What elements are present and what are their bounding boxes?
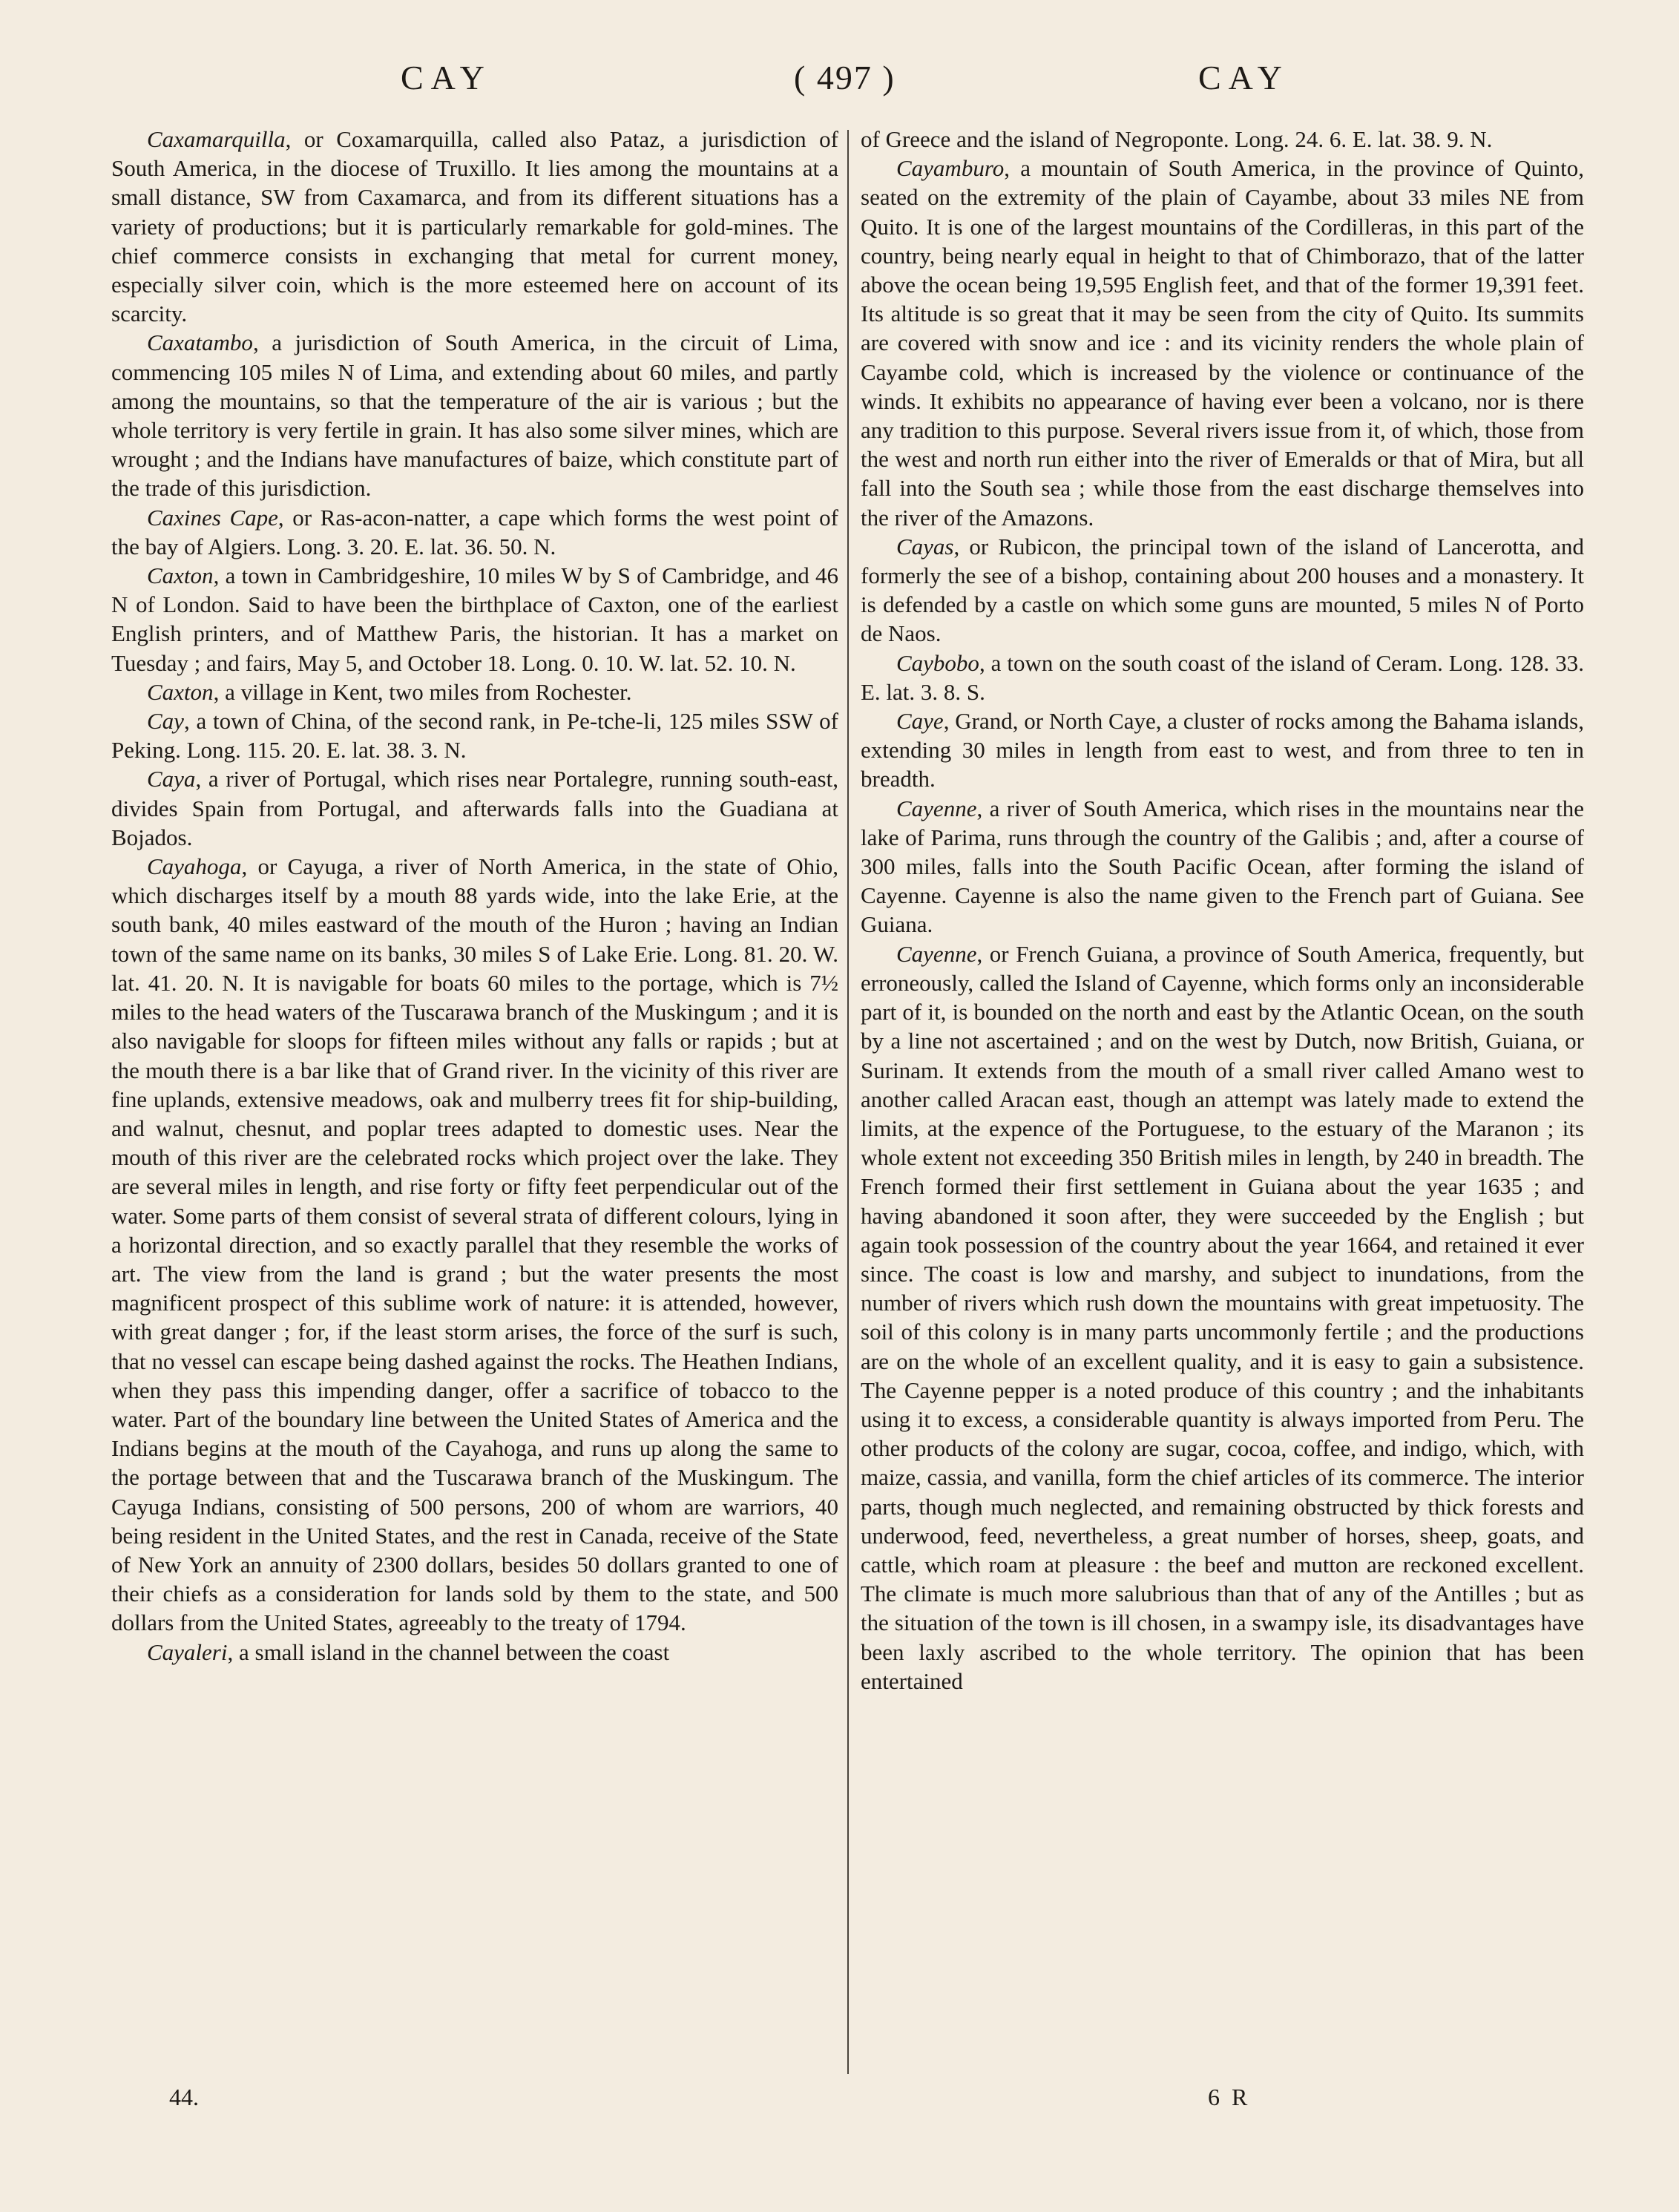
entry-text: , or Ras-acon-natter, a cape which forms the west point of the bay of Algiers. Long. 3. 20. E. lat. 36. 50. N. (111, 504, 838, 559)
entry-text: , a town in Cambridgeshire, 10 miles W by S of Cambridge, and 46 N of London. Said to have been the birthplace of Caxton, one of the earliest English printers, and of Matthew Paris, the historian. It has a market on Tuesday ; and fairs, May 5, and October 18. Long. 0. 10. W. lat. 52. 10. N. (111, 562, 838, 676)
entry-headword: Caxton (147, 562, 214, 589)
entry-text: , or Cayuga, a river of North America, in the state of Ohio, which discharges itself by a mouth 88 yards wide, into the lake Erie, at the south bank, 40 miles eastward of the mouth of the Huron ; having an Indian town of the same name on its banks, 30 miles S of Lake Erie. Long. 81. 20. W. lat. 41. 20. N. It is navigable for boats 60 miles to the portage, which is 7½ miles to the head waters of the Tuscarawa branch of the Muskingum ; and it is also navigable for sloops for fifteen miles without any falls or rapids ; but at the mouth there is a bar like that of Grand river. In the vicinity of this river are fine uplands, extensive meadows, oak and mulberry trees fit for ship-building, and walnut, chesnut, and poplar trees adapted to domestic uses. Near the mouth of this river are the celebrated rocks which project over the lake. They are several miles in length, and rise forty or fifty feet perpendicular out of the water. Some parts of them consist of several strata of different colours, lying in a horizontal direction, and so exactly parallel that they resemble the works of art. The view from the land is grand ; but the water presents the most magnificent prospect of this sublime work of nature: it is attended, however, with great danger ; for, if the least storm arises, the force of the surf is such, that no vessel can escape being dashed against the rocks. The Heathen Indians, when they pass this impending danger, offer a sacrifice of tobacco to the water. Part of the boundary line between the United States of America and the Indians begins at the mouth of the Cayahoga, and runs up along the same to the portage between that and the Tuscarawa branch of the Muskingum. The Cayuga Indians, consisting of 500 persons, 200 of whom are warriors, 40 being resident in the United States, and the rest in Canada, receive of the State of New York an annuity of 2300 dollars, besides 50 dollars granted to one of their chiefs as a consideration for lands sold by them to the state, and 500 dollars from the United States, agreeably to the treaty of 1794. (111, 853, 838, 1636)
entry-headword: Cayahoga (147, 853, 242, 880)
entry-paragraph (861, 649, 1584, 706)
entry-paragraph (861, 794, 1584, 939)
entry-headword: Cay (147, 708, 184, 735)
entry-text: , a village in Kent, two miles from Rochester. (213, 678, 632, 705)
entry-paragraph (111, 503, 838, 561)
page-number: ( 497 ) (794, 59, 896, 96)
entry-paragraph (861, 532, 1584, 649)
entry-paragraph (111, 561, 838, 677)
entry-headword: Cayenne (896, 795, 977, 821)
entry-text: , or French Guiana, a province of South America, frequently, but erroneously, called the Island of Cayenne, which forms only an inconsiderable part of it, is bounded on the north and east by the Atlantic Ocean, on the south by a line not ascertained ; and on the west by Dutch, now British, Guiana, or Surinam. It extends from the mouth of a small river called Amano west to another called Aracan east, though an attempt was lately made to extend the limits, at the expence of the Portuguese, to the estuary of the Maranon ; its whole extent not exceeding 350 British miles in length, by 240 in breadth. The French formed their first settlement in Guiana about the year 1635 ; and having abandoned it soon after, they were succeeded by the English ; but again took possession of the country about the year 1664, and retained it ever since. The coast is low and marshy, and subject to inundations, from the number of rivers which rush down the mountains with great impetuosity. The soil of this colony is in many parts uncommonly fertile ; and the productions are on the whole of an excellent quality, and it is easy to gain a subsistence. The Cayenne pepper is a noted produce of this country ; and the inhabitants using it to excess, a considerable quantity is always imported from Peru. The other products of the colony are sugar, cocoa, coffee, and indigo, which, with maize, cassia, and vanilla, form the chief articles of its commerce. The interior parts, though much neglected, and remaining obstructed by thick forests and underwood, feed, nevertheless, a great number of horses, sheep, goats, and cattle, which roam at pleasure : the beef and mutton are reckoned excellent. The climate is much more salubrious than that of any of the Antilles ; but as the situation of the town is ill chosen, in a swampy isle, its disadvantages have been laxly ascribed to the whole territory. The opinion that has been entertained (861, 940, 1584, 1694)
entry-paragraph (111, 1638, 838, 1667)
running-header (111, 58, 1588, 110)
entry-paragraph (861, 154, 1584, 532)
entry-text: , a small island in the channel between the coast (227, 1638, 670, 1665)
entry-headword: Caxton (147, 678, 214, 705)
column-divider (847, 130, 849, 2074)
footer-signature-right: 6 R (1208, 2084, 1251, 2110)
entry-paragraph (111, 677, 838, 706)
entry-paragraph (861, 706, 1584, 794)
entry-text: of Greece and the island of Negroponte. Long. 24. 6. E. lat. 38. 9. N. (861, 126, 1493, 152)
header-right-word: CAY (1198, 59, 1289, 96)
entry-paragraph (861, 125, 1584, 154)
entry-headword: Caxamarquilla (147, 126, 286, 152)
entry-headword: Cayamburo (896, 155, 1005, 182)
entry-text: , Grand, or North Caye, a cluster of rocks among the Bahama islands, extending 30 miles in length from east to west, and from three to ten in breadth. (861, 708, 1584, 792)
entry-paragraph (111, 125, 838, 328)
entry-text: , a river of South America, which rises in the mountains near the lake of Parima, runs through the country of the Galibis ; and, after a course of 300 miles, falls into the South Pacific Ocean, after forming the island of Cayenne. Cayenne is also the name given to the French part of Guiana. See Guiana. (861, 795, 1584, 938)
entry-headword: Caybobo (896, 649, 979, 676)
entry-headword: Caxatambo (147, 329, 253, 356)
entry-text: , a town of China, of the second rank, in Pe-tche-li, 125 miles SSW of Peking. Long. 115. 20. E. lat. 38. 3. N. (111, 708, 838, 764)
footer-signature-left: 44. (169, 2084, 199, 2110)
entry-headword: Cayas (896, 533, 954, 559)
entry-text: , a river of Portugal, which rises near Portalegre, running south-east, divides Spain from Portugal, and afterwards falls into the Guadiana at Bojados. (111, 766, 838, 850)
entry-paragraph (861, 939, 1584, 1696)
entry-headword: Cayenne (896, 940, 977, 967)
entry-headword: Cayaleri (147, 1638, 228, 1665)
entry-headword: Caye (896, 708, 944, 735)
entry-paragraph (111, 706, 838, 764)
entry-headword: Caxines Cape (147, 504, 278, 531)
entry-text: , or Coxamarquilla, called also Pataz, a jurisdiction of South America, in the diocese of Truxillo. It lies among the mountains at a small distance, SW from Caxamarca, and from its different situations has a variety of productions; but it is particularly remarkable for gold-mines. The chief commerce consists in exchanging that metal for current money, especially silver coin, which is the more esteemed here on account of its scarcity. (111, 126, 838, 327)
entry-text: , a mountain of South America, in the province of Quinto, seated on the extremity of the plain of Cayambe, about 33 miles NE from Quito. It is one of the largest mountains of the Cordilleras, in this part of the country, being nearly equal in height to that of Chimborazo, that of the latter above the ocean being 19,595 English feet, and that of the former 19,391 feet. Its altitude is so great that it may be seen from the city of Quito. Its summits are covered with snow and ice : and its vicinity renders the whole plain of Cayambe cold, which is increased by the violence or continuance of the winds. It exhibits no appearance of having ever been a volcano, nor is there any tradition to this purpose. Several rivers issue from it, of which, those from the west and north run either into the river of Emeralds or that of Mira, but all fall into the South sea ; while those from the east discharge themselves into the river of the Amazons. (861, 155, 1584, 531)
entry-text: , a jurisdiction of South America, in the circuit of Lima, commencing 105 miles N of Lima, and extending about 60 miles, and partly among the mountains, so that the temperature of the air is various ; but the whole territory is very fertile in grain. It has also some silver mines, which are wrought ; and the Indians have manufactures of baize, which constitute part of the trade of this jurisdiction. (111, 329, 838, 502)
left-column (111, 125, 838, 1667)
entry-paragraph (111, 852, 838, 1637)
entry-headword: Caya (147, 766, 196, 792)
entry-text: , a town on the south coast of the island of Ceram. Long. 128. 33. E. lat. 3. 8. S. (861, 649, 1584, 705)
right-column (861, 125, 1584, 1696)
entry-text: , or Rubicon, the principal town of the island of Lancerotta, and formerly the see of a bishop, containing about 200 houses and a monastery. It is defended by a castle on which some guns are mounted, 5 miles N of Porto de Naos. (861, 533, 1584, 647)
entry-paragraph (111, 328, 838, 502)
header-left-word: CAY (401, 59, 492, 96)
entry-paragraph (111, 764, 838, 852)
